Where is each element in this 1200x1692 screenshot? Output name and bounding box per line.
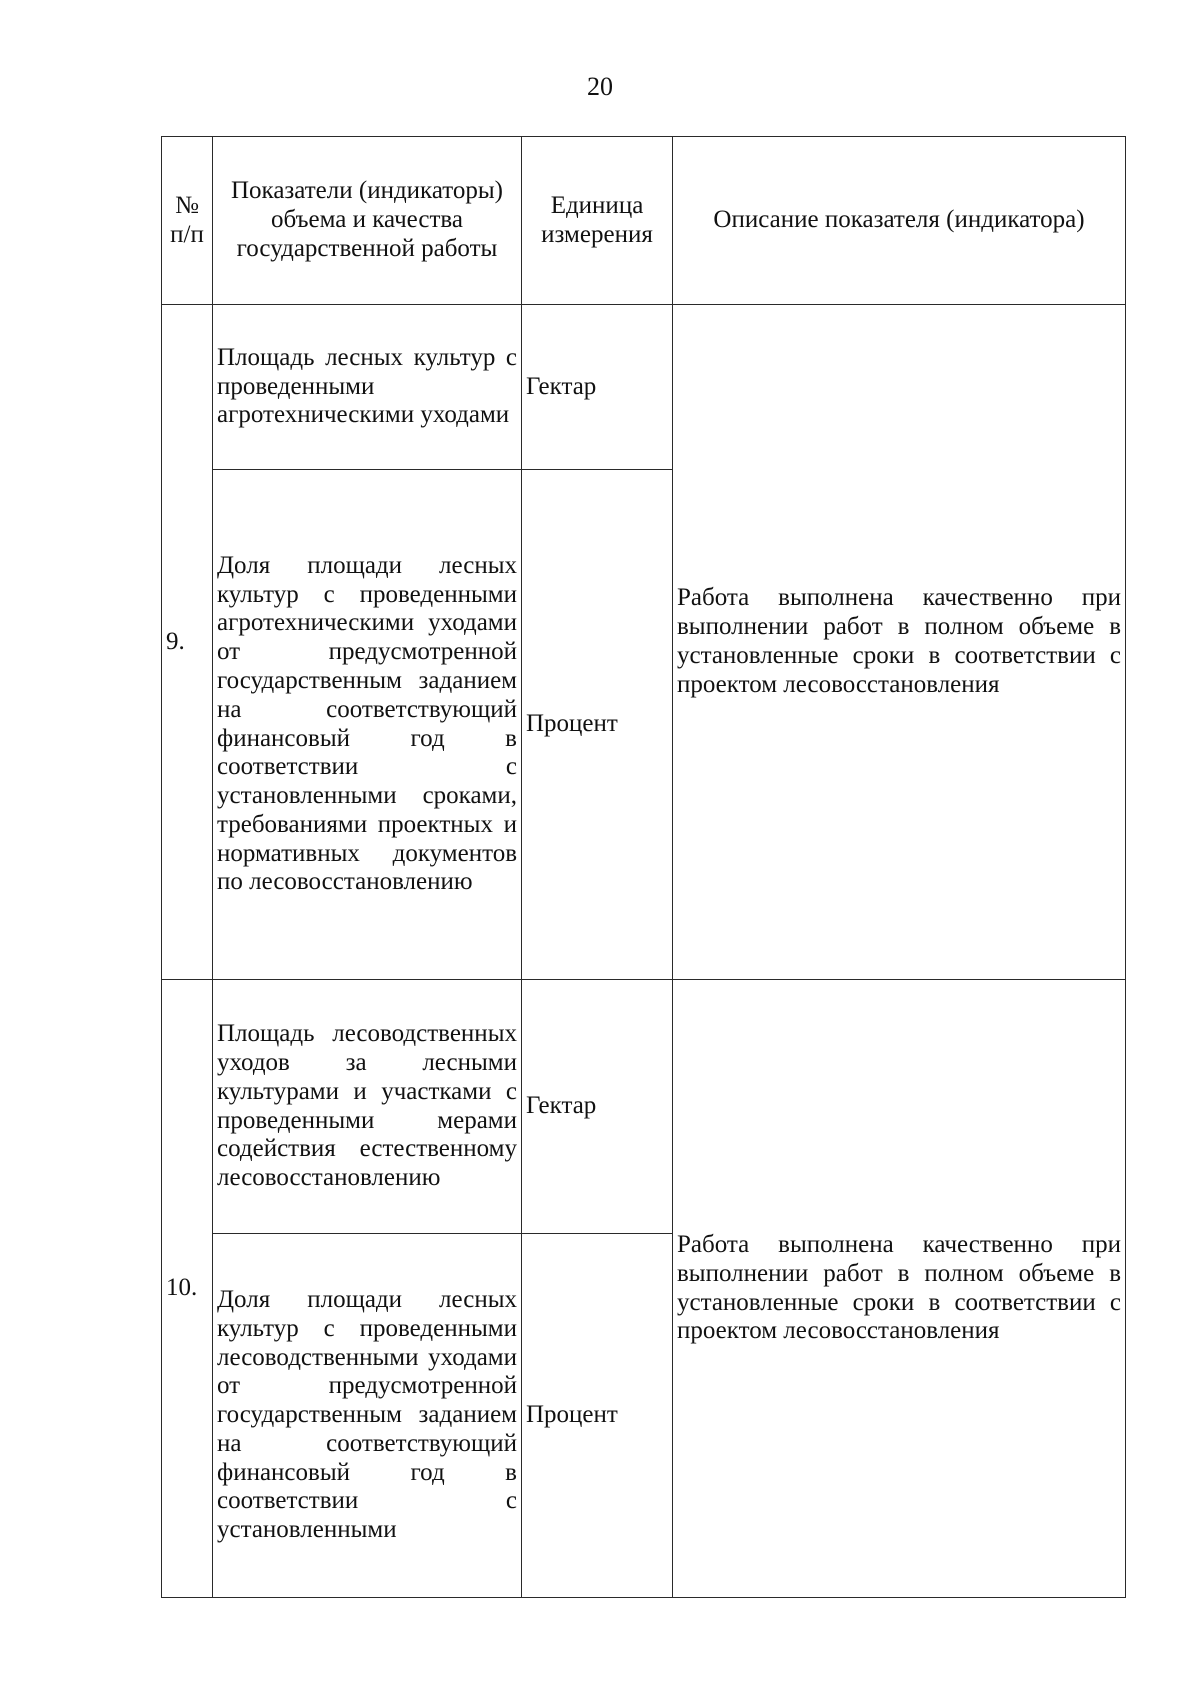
unit-cell: Процент <box>522 1234 673 1598</box>
header-description: Описание показателя (индикатора) <box>673 137 1126 305</box>
table-header-row <box>162 137 1126 305</box>
table-row <box>162 305 1126 470</box>
indicator-name: Доля площади лесных культур с проведенными агротехническими уходами от предусмотренной государственным заданием на соответствующий финансовый год в соответствии с установленными сроками, требованиями проектных и нормативных документов по лесовосстановлению <box>213 470 522 980</box>
unit-cell: Гектар <box>522 305 673 470</box>
indicators-table <box>161 136 1126 1598</box>
indicator-name: Площадь лесоводственных уходов за лесными культурами и участками с проведенными мерами содействия естественному лесовосстановлению <box>213 980 522 1234</box>
table-row <box>162 980 1126 1234</box>
row-number: 9. <box>162 305 213 980</box>
page-number: 20 <box>587 72 613 101</box>
indicator-description: Работа выполнена качественно при выполнении работ в полном объеме в установленные сроки в соответствии с проектом лесовосстановления <box>673 305 1126 980</box>
header-unit: Единица измерения <box>522 137 673 305</box>
unit-cell: Процент <box>522 470 673 980</box>
indicator-name: Площадь лесных культур с проведенными агротехническими уходами <box>213 305 522 470</box>
indicator-description: Работа выполнена качественно при выполнении работ в полном объеме в установленные сроки в соответствии с проектом лесовосстановления <box>673 980 1126 1598</box>
header-num: № п/п <box>162 137 213 305</box>
header-indicator-name: Показатели (индикаторы) объема и качества государственной работы <box>213 137 522 305</box>
row-number: 10. <box>162 980 213 1598</box>
unit-cell: Гектар <box>522 980 673 1234</box>
indicator-name: Доля площади лесных культур с проведенными лесоводственными уходами от предусмотренной государственным заданием на соответствующий финансовый год в соответствии с установленными <box>213 1234 522 1598</box>
